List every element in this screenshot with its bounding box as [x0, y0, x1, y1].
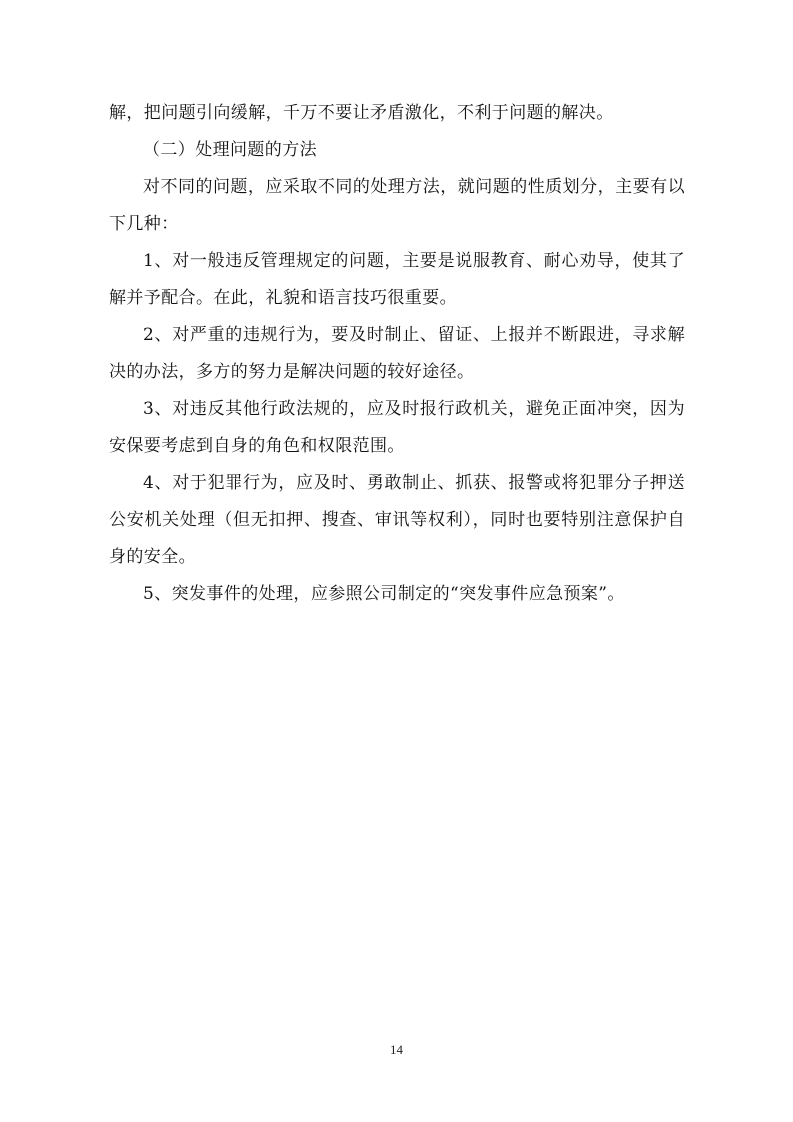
list-item-3: 3、对违反其他行政法规的，应及时报行政机关，避免正面冲突，因为安保要考虑到自身的角色和权限范围。	[109, 399, 685, 456]
page-number: 14	[390, 1042, 403, 1057]
list-item-4: 4、对于犯罪行为，应及时、勇敢制止、抓获、报警或将犯罪分子押送公安机关处理（但无扣押、搜查、审讯等权利），同时也要特别注意保护自身的安全。	[109, 473, 685, 567]
paragraph-intro: 对不同的问题，应采取不同的处理方法，就问题的性质划分，主要有以下几种：	[109, 177, 685, 234]
list-item-1: 1、对一般违反管理规定的问题，主要是说服教育、耐心劝导，使其了解并予配合。在此，礼貌和语言技巧很重要。	[109, 251, 685, 308]
list-item-5: 5、突发事件的处理，应参照公司制定的“突发事件应急预案”。	[143, 584, 625, 604]
paragraph-continuation: 解，把问题引向缓解，千万不要让矛盾激化，不利于问题的解决。	[109, 103, 614, 123]
document-body	[109, 95, 685, 613]
section-heading: （二）处理问题的方法	[143, 140, 317, 160]
list-item-2: 2、对严重的违规行为，要及时制止、留证、上报并不断跟进，寻求解决的办法，多方的努力是解决问题的较好途径。	[109, 325, 685, 382]
